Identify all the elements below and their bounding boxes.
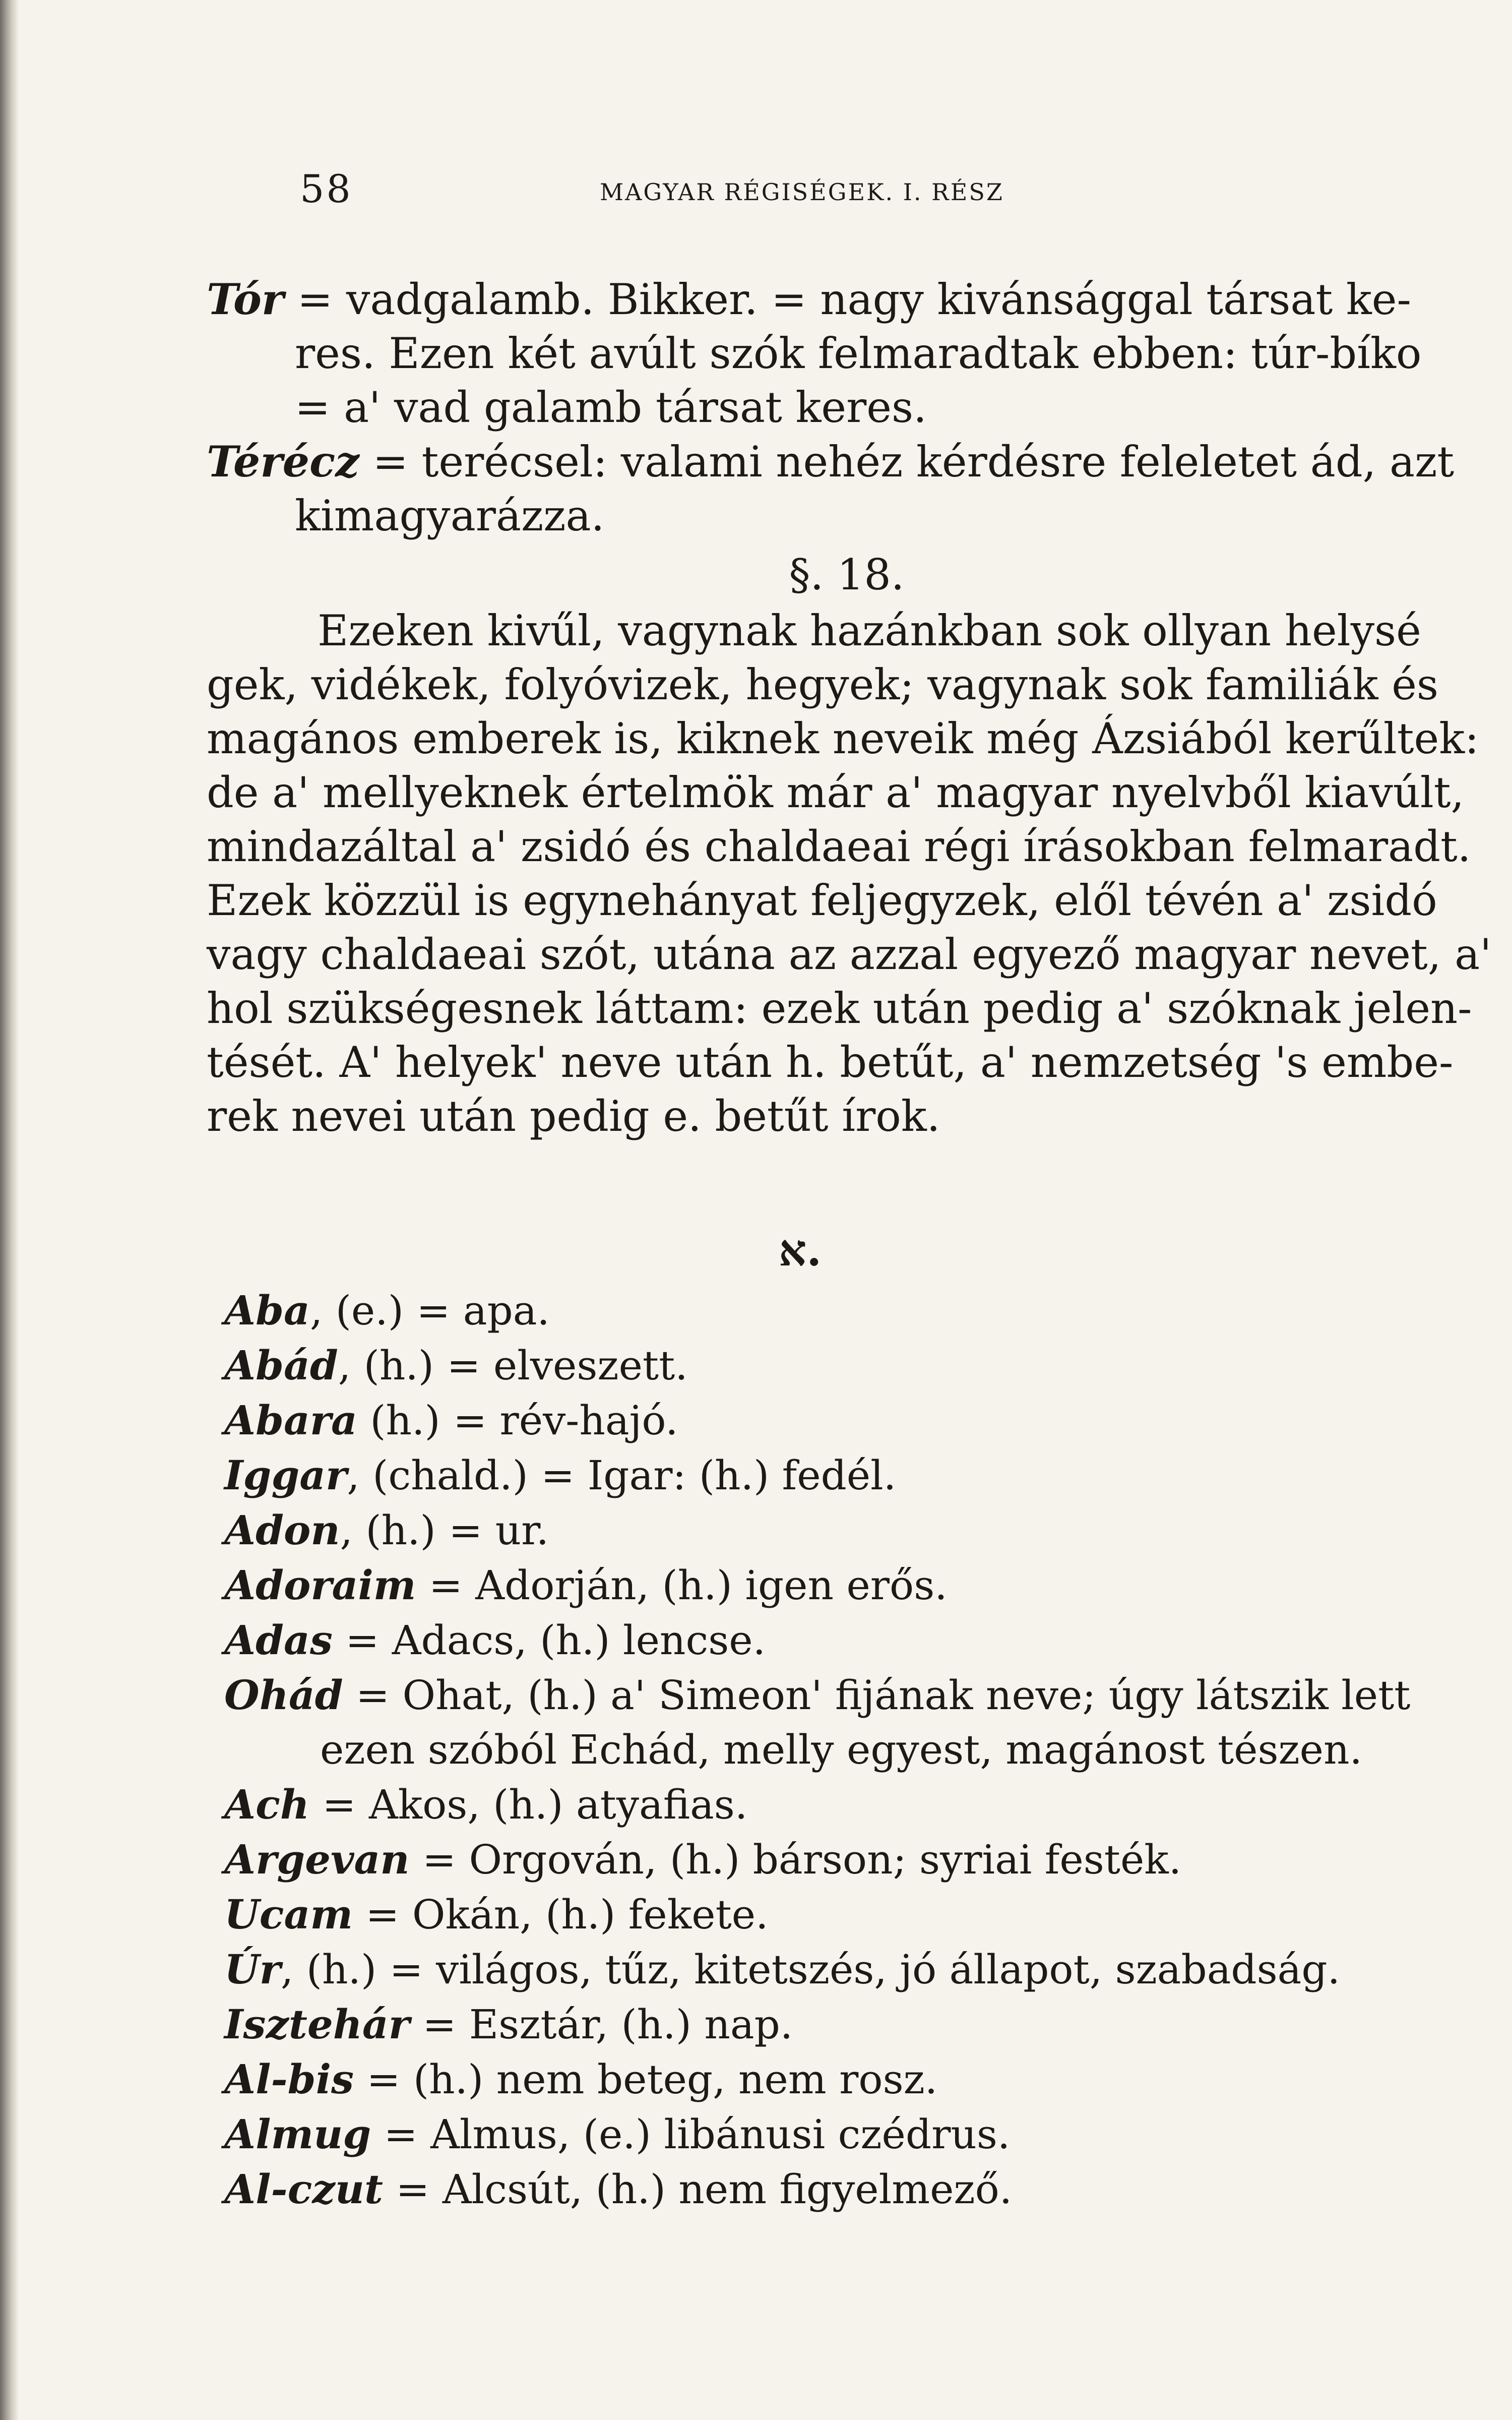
- glossary-term: Isztehár: [224, 2001, 410, 2048]
- section-line: tését. A' helyek' neve után h. betűt, a' nemzetség 's embe-: [207, 1038, 1454, 1087]
- glossary-definition: = Akos, (h.) atyafias.: [309, 1781, 748, 1828]
- glossary-continuation: ezen szóból Echád, melly egyest, magánost tészen.: [320, 1726, 1362, 1773]
- glossary-definition: = Adorján, (h.) igen erős.: [416, 1562, 948, 1609]
- section-line: vagy chaldaeai szót, utána az azzal egyező magyar nevet, a': [207, 930, 1492, 979]
- glossary-definition: = Esztár, (h.) nap.: [409, 2001, 793, 2048]
- section-line: Ezeken kivűl, vagynak hazánkban sok ollyan helysé: [318, 606, 1421, 655]
- entry-text: = terécsel: valami nehéz kérdésre feleletet ád, azt: [359, 437, 1455, 487]
- glossary-definition: (h.) = rév-hajó.: [357, 1397, 678, 1444]
- section-line: mindazáltal a' zsidó és chaldaeai régi írásokban felmaradt.: [207, 822, 1471, 871]
- entry-text: = vadgalamb. Bikker. = nagy kivánsággal társat ke-: [284, 275, 1411, 324]
- glossary-item: [224, 1887, 1383, 1942]
- glossary-item: [224, 1777, 1383, 1832]
- glossary-term: Almug: [224, 2110, 371, 2158]
- section-heading: §. 18.: [789, 550, 905, 599]
- glossary-definition: , (h.) = világos, tűz, kitetszés, jó állapot, szabadság.: [280, 1946, 1340, 1993]
- glossary-item: [224, 1832, 1383, 1887]
- entry-terecz-line-1: [207, 435, 1455, 489]
- section-line: magános emberek is, kiknek neveik még Ázsiából kerűltek:: [207, 714, 1479, 763]
- glossary-term: Adon: [224, 1506, 340, 1554]
- entry-term: Térécz: [207, 437, 359, 487]
- glossary-list: [224, 1283, 1411, 2217]
- running-title: MAGYAR RÉGISÉGEK. I. RÉSZ: [600, 178, 1004, 206]
- page-header: [300, 166, 1076, 212]
- glossary-term: Argevan: [224, 1836, 410, 1883]
- glossary-term: Abara: [224, 1397, 357, 1444]
- glossary-term: Ucam: [224, 1891, 353, 1938]
- entry-tor-line-1: [207, 272, 1411, 327]
- glossary-definition: = (h.) nem beteg, nem rosz.: [354, 2056, 938, 2103]
- section-line: Ezek közzül is egynehányat feljegyzek, elől tévén a' zsidó: [207, 876, 1437, 925]
- section-line: de a' mellyeknek értelmök már a' magyar nyelvből kiavúlt,: [207, 768, 1465, 817]
- glossary-term: Adas: [224, 1616, 333, 1664]
- glossary-item: [224, 1942, 1383, 1997]
- glossary-term: Úr: [224, 1946, 281, 1993]
- glossary-item: [224, 1503, 1383, 1558]
- glossary-definition: , (chald.) = Igar: (h.) fedél.: [347, 1452, 897, 1499]
- glossary-item: [224, 2162, 1383, 2217]
- glossary-definition: = Okán, (h.) fekete.: [352, 1891, 769, 1938]
- glossary-term: Adoraim: [224, 1561, 416, 1609]
- glossary-term: Ach: [224, 1781, 309, 1828]
- page-number: 58: [300, 166, 353, 211]
- entry-tor-line-3: = a' vad galamb társat keres.: [295, 383, 927, 432]
- glossary-item: [224, 1558, 1383, 1613]
- glossary-definition: = Alcsút, (h.) nem figyelmező.: [383, 2166, 1013, 2213]
- glossary-item: [224, 2052, 1383, 2107]
- glossary-definition: = Adacs, (h.) lencse.: [332, 1617, 766, 1664]
- glossary-item: [224, 1338, 1383, 1393]
- glossary-term: Al-czut: [224, 2165, 383, 2213]
- glossary-item: [224, 1448, 1383, 1503]
- glossary-definition: = Orgován, (h.) bárson; syriai festék.: [409, 1836, 1182, 1883]
- body-text: [207, 272, 1492, 1143]
- glossary-item: [224, 1393, 1383, 1448]
- glossary-item: [224, 1668, 1411, 1723]
- glossary-definition: , (h.) = elveszett.: [338, 1342, 688, 1389]
- glossary-term: Al-bis: [224, 2055, 354, 2103]
- hebrew-letter-heading: א.: [779, 1225, 822, 1276]
- section-line: gek, vidékek, folyóvizek, hegyek; vagynak sok familiák és: [207, 660, 1439, 709]
- section-line: hol szükségesnek láttam: ezek után pedig a' szóknak jelen-: [207, 984, 1472, 1033]
- section-line: rek nevei után pedig e. betűt írok.: [207, 1092, 940, 1141]
- glossary-item: [224, 1283, 1383, 1338]
- glossary-definition: , (e.) = apa.: [309, 1287, 550, 1334]
- entry-terecz-line-2: kimagyarázza.: [295, 491, 605, 540]
- glossary-definition: = Ohat, (h.) a' Simeon' fijának neve; úgy látszik lett: [343, 1672, 1411, 1719]
- entry-tor-line-2: res. Ezen két avúlt szók felmaradtak ebben: túr-bíko: [295, 329, 1422, 378]
- glossary-definition: , (h.) = ur.: [340, 1507, 549, 1554]
- glossary-term: Iggar: [224, 1451, 347, 1499]
- glossary-definition: = Almus, (e.) libánusi czédrus.: [371, 2111, 1011, 2158]
- glossary-item: [224, 2107, 1383, 2162]
- entry-term: Tór: [207, 274, 284, 324]
- page-edge-shadow: [0, 0, 19, 2420]
- glossary-term: Ohád: [224, 1671, 343, 1719]
- glossary-item: [224, 1997, 1383, 2052]
- glossary-term: Aba: [224, 1287, 310, 1334]
- glossary-term: Abád: [224, 1342, 338, 1389]
- glossary-item: [224, 1613, 1383, 1668]
